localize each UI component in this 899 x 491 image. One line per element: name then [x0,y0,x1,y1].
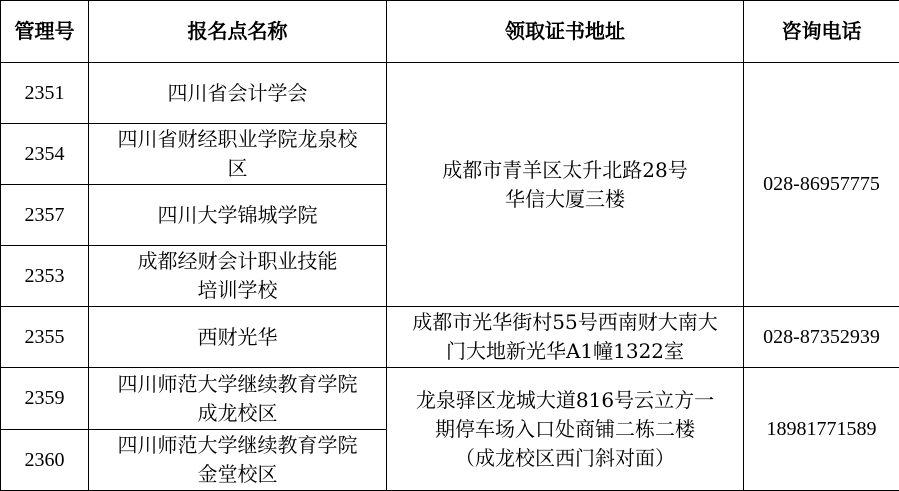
address-cell [387,63,744,307]
row-name-line: 金堂校区 [197,462,278,486]
row-name-line: 四川省财经职业学院龙泉校 [117,127,358,151]
address-line: 龙泉驿区龙城大道816号云立方一 [415,387,715,412]
table-row [1,368,899,430]
row-code: 2354 [1,124,89,185]
header-phone: 咨询电话 [744,1,899,63]
row-name [89,307,387,368]
phone-cell: 028-86957775 [744,63,899,307]
row-code: 2351 [1,63,89,124]
header-row [1,1,899,63]
row-code: 2353 [1,246,89,307]
row-code: 2360 [1,430,89,491]
row-code: 2357 [1,185,89,246]
row-name [89,185,387,246]
address-line: 华信大厦三楼 [505,186,625,211]
row-name-line: 成都经财会计职业技能 [137,249,338,273]
header-code: 管理号 [1,1,89,63]
row-name-line: 四川师范大学继续教育学院 [117,371,358,396]
row-code: 2355 [1,307,89,368]
row-name [89,368,387,430]
row-name [89,430,387,491]
row-name-line: 四川省会计学会 [167,80,308,105]
row-name-line: 成龙校区 [197,400,278,425]
address-line: 成都市青羊区太升北路28号 [442,157,688,182]
table-row [1,307,899,368]
address-cell [387,368,744,491]
address-line: 期停车场入口处商铺二栋二楼 [435,416,695,441]
header-name: 报名点名称 [89,1,387,63]
row-code: 2359 [1,368,89,430]
row-name-line: 西财光华 [197,324,278,349]
address-cell [387,307,744,368]
row-name-line: 区 [227,156,248,180]
phone-cell: 18981771589 [744,368,899,491]
address-line: （成龙校区西门斜对面） [455,445,675,470]
address-line: 门大地新光华A1幢1322室 [445,339,685,363]
row-name [89,63,387,124]
row-name-line: 培训学校 [197,278,278,302]
row-name-line: 四川师范大学继续教育学院 [117,433,358,457]
phone-cell: 028-87352939 [744,307,899,368]
row-name [89,124,387,185]
table-row [1,63,899,124]
row-name [89,246,387,307]
address-line: 成都市光华街村55号西南财大南大 [412,310,718,334]
header-address: 领取证书地址 [387,1,744,63]
row-name-line: 四川大学锦城学院 [157,202,318,227]
